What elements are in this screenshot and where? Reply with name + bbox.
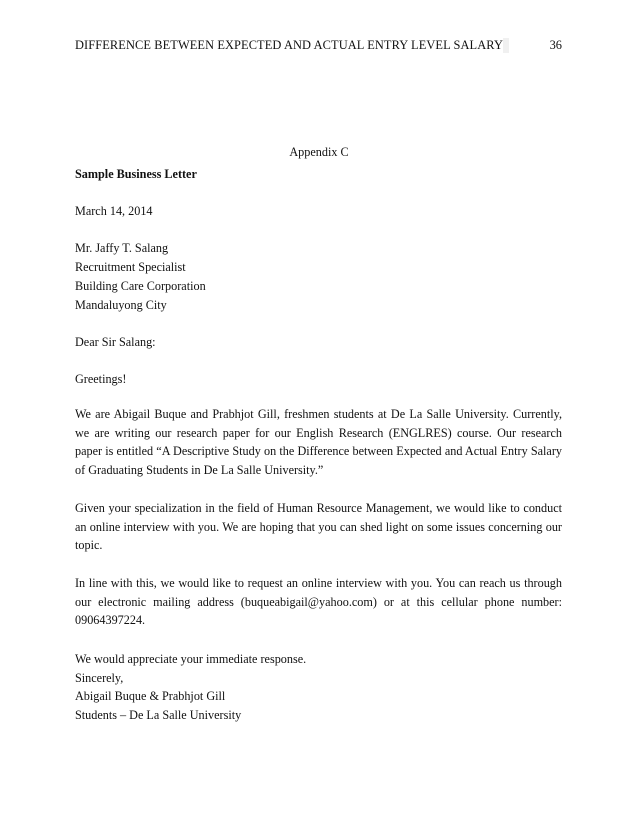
recipient-position: Recruitment Specialist: [75, 260, 186, 274]
signatories: Abigail Buque & Prabhjot Gill: [75, 689, 226, 703]
page-number: 36: [549, 38, 562, 52]
running-title-text: DIFFERENCE BETWEEN EXPECTED AND ACTUAL ENTRY LEVEL SALARY: [75, 38, 503, 52]
running-title: [75, 38, 509, 53]
recipient-city: Mandaluyong City: [75, 298, 167, 312]
letter-paragraph-request: Given your specialization in the field of Human Resource Management, we would like to conduct an online interview with you. We are hoping that you can shed light on some issues concerning our topic.: [75, 501, 562, 553]
letter-paragraph-contact: In line with this, we would like to request an online interview with you. You can reach us through our electronic mailing address (buqueabigail@yahoo.com) or at this cellular phone number: 09064397224.: [75, 576, 562, 628]
letter-paragraph-intro: We are Abigail Buque and Prabhjot Gill, freshmen students at De La Salle University. Currently, we are writing our research paper for our English Research (ENGLRES) course. Our research paper is entitled “A Descriptive Study on the Difference between Expected and Actual Entry Salary of Graduating Students in De La Salle University.”: [75, 407, 562, 478]
valediction: Sincerely,: [75, 671, 124, 685]
appendix-title-text: Appendix C: [289, 145, 349, 159]
running-head: [75, 38, 562, 56]
closing-line: We would appreciate your immediate response.: [75, 652, 307, 666]
appendix-title: [0, 145, 638, 160]
signatory-affiliation: Students – De La Salle University: [75, 708, 242, 722]
salutation: Dear Sir Salang:: [75, 335, 156, 349]
section-heading: Sample Business Letter: [75, 167, 197, 181]
recipient-name: Mr. Jaffy T. Salang: [75, 241, 169, 255]
letter-date: March 14, 2014: [75, 204, 153, 218]
greeting: Greetings!: [75, 372, 127, 386]
recipient-company: Building Care Corporation: [75, 279, 206, 293]
